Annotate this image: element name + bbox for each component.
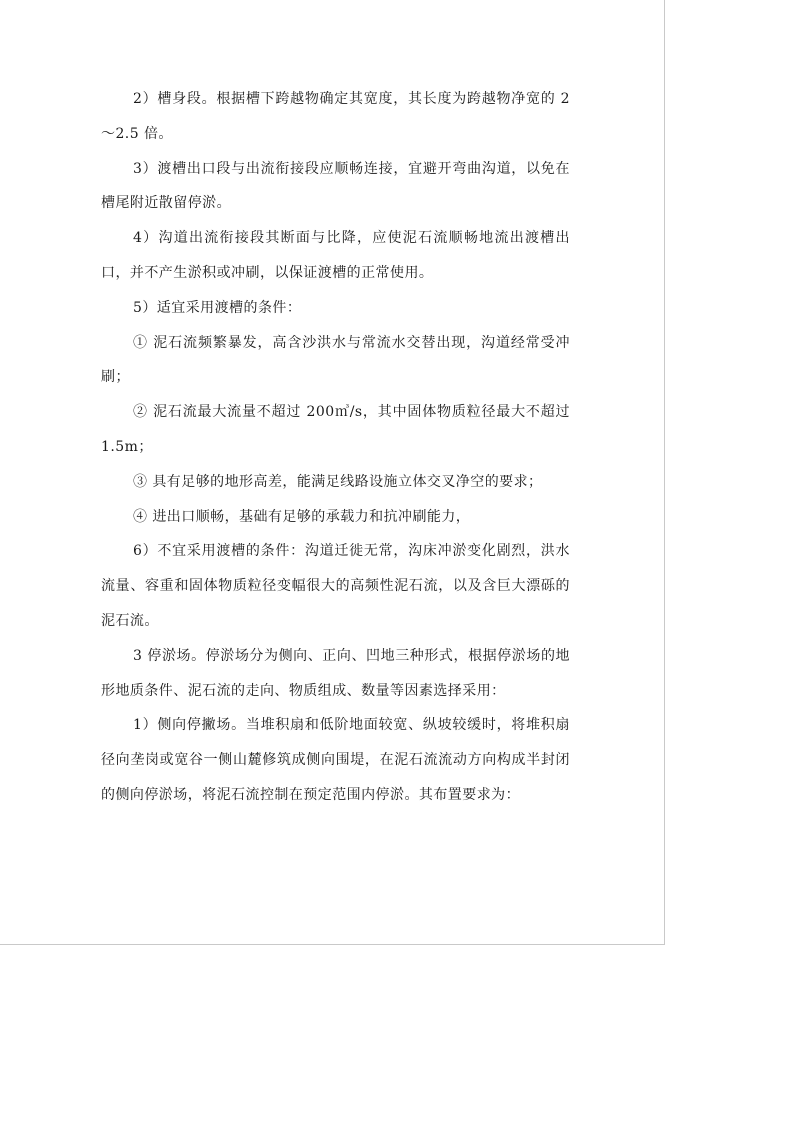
paragraph: 4）沟道出流衔接段其断面与比降，应使泥石流顺畅地流出渡槽出口，并不产生淤积或冲刷，以保证渡槽的正常使用。: [101, 230, 570, 281]
paragraph: 6）不宜采用渡槽的条件：沟道迁徙无常，沟床冲淤变化剧烈，洪水流量、容重和固体物质粒径变幅很大的高频性泥石流，以及含巨大漂砾的泥石流。: [101, 543, 570, 629]
paragraph: 1）侧向停撇场。当堆积扇和低阶地面较宽、纵坡较缓时，将堆积扇径向垄岗或宽谷一侧山麓修筑成侧向围堤，在泥石流流动方向构成半封闭的侧向停淤场，将泥石流控制在预定范围内停淤。其布置要求为：: [101, 717, 570, 803]
paragraph: ① 泥石流频繁暴发，高含沙洪水与常流水交替出现，沟道经常受冲刷；: [101, 334, 570, 386]
paragraph: 2）槽身段。根据槽下跨越物确定其宽度，其长度为跨越物净宽的 2～2.5 倍。: [101, 91, 570, 142]
paragraph: ③ 具有足够的地形高差，能满足线路设施立体交叉净空的要求；: [133, 473, 543, 490]
paragraph: ② 泥石流最大流量不超过 200㎥/s，其中固体物质粒径最大不超过 1.5m；: [101, 404, 570, 455]
paragraph: 3）渡槽出口段与出流衔接段应顺畅连接，宜避开弯曲沟道，以免在槽尾附近散留停淤。: [101, 160, 570, 212]
paragraph: ④ 进出口顺畅，基础有足够的承载力和抗冲刷能力，: [133, 508, 471, 525]
paragraph: 3 停淤场。停淤场分为侧向、正向、凹地三种形式，根据停淤场的地形地质条件、泥石流的走向、物质组成、数量等因素选择采用：: [101, 647, 570, 699]
paragraph: 5）适宜采用渡槽的条件：: [133, 299, 302, 316]
page-body: [101, 82, 570, 813]
